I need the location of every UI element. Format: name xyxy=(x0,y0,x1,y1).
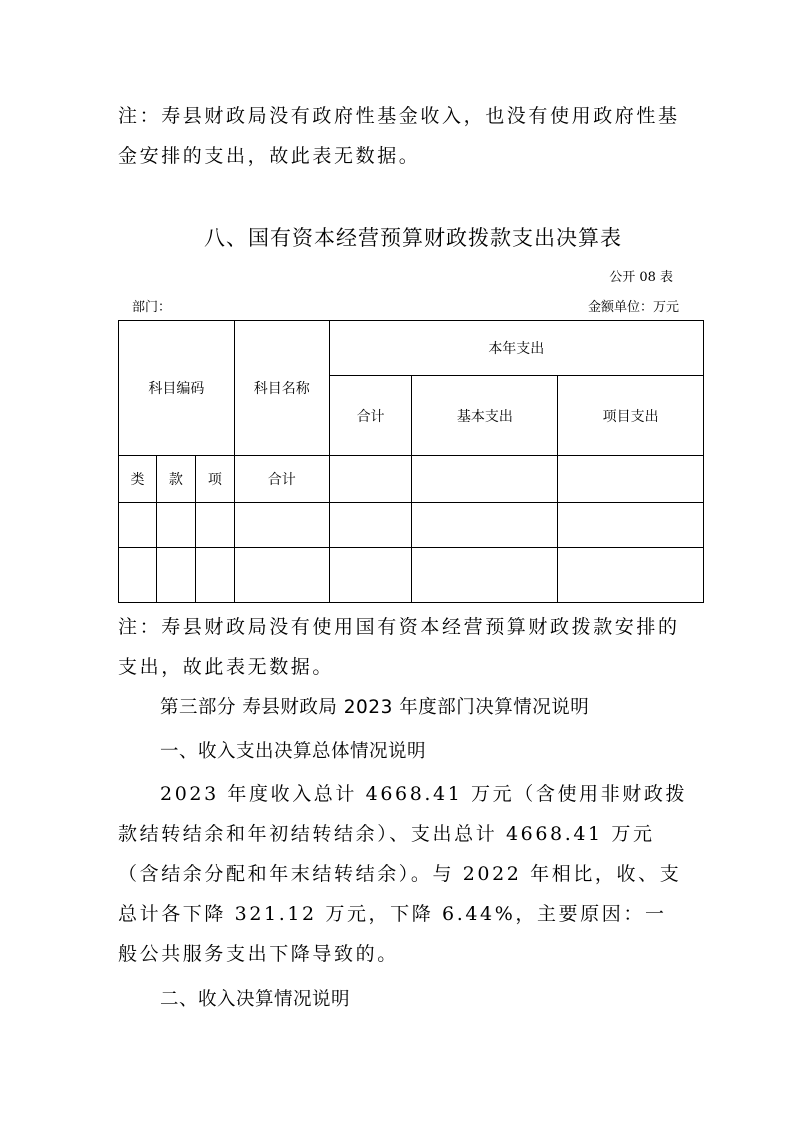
note-bottom: 注：寿县财政局没有使用国有资本经营预算财政拨款安排的支出，故此表无数据。 xyxy=(118,616,680,678)
header-subject-name: 科目名称 xyxy=(234,321,329,456)
header-subitem: 项 xyxy=(195,456,234,503)
section-one-title: 一、收入支出决算总体情况说明 xyxy=(160,741,427,762)
header-class: 类 xyxy=(119,456,157,503)
table-cell xyxy=(412,548,558,603)
table-cell xyxy=(195,503,234,548)
table-cell xyxy=(558,503,704,548)
note-top: 注：寿县财政局没有政府性基金收入，也没有使用政府性基金安排的支出，故此表无数据。 xyxy=(118,105,680,167)
header-basic: 基本支出 xyxy=(412,376,558,456)
table-row xyxy=(119,503,704,548)
row-total-label: 合计 xyxy=(234,456,329,503)
table-cell xyxy=(119,548,157,603)
table-cell xyxy=(558,548,704,603)
section-one-body: 2023 年度收入总计 4668.41 万元（含使用非财政拨款结转结余和年初结转结余）、支出总计 4668.41 万元（含结余分配和年末结转结余）。与 2022 年相比，收、支总计各下降 321.12 万元，下降 6.44%，主要原因：一般公共服务支出下降导致的。 xyxy=(118,783,688,965)
amount-unit-label: 金额单位：万元 xyxy=(587,300,679,315)
table-cell xyxy=(234,503,329,548)
header-total: 合计 xyxy=(329,376,412,456)
table-code: 公开 08 表 xyxy=(609,270,673,285)
expenditure-table xyxy=(118,320,704,603)
table-cell xyxy=(156,548,195,603)
table-cell xyxy=(558,456,704,503)
table-cell xyxy=(329,548,412,603)
table-cell xyxy=(234,548,329,603)
table-title: 八、国有资本经营预算财政拨款支出决算表 xyxy=(204,226,622,250)
header-project: 项目支出 xyxy=(558,376,704,456)
table-row xyxy=(119,548,704,603)
header-current-year: 本年支出 xyxy=(329,321,703,376)
table-cell xyxy=(412,503,558,548)
table-cell xyxy=(119,503,157,548)
table-cell xyxy=(195,548,234,603)
section-two-title: 二、收入决算情况说明 xyxy=(160,989,351,1010)
header-item: 款 xyxy=(156,456,195,503)
table-cell xyxy=(156,503,195,548)
table-cell xyxy=(412,456,558,503)
part-three-title: 第三部分 寿县财政局 2023 年度部门决算情况说明 xyxy=(160,697,590,718)
department-label: 部门： xyxy=(132,300,172,315)
header-subject-code: 科目编码 xyxy=(119,321,235,456)
table-cell xyxy=(329,503,412,548)
table-cell xyxy=(329,456,412,503)
